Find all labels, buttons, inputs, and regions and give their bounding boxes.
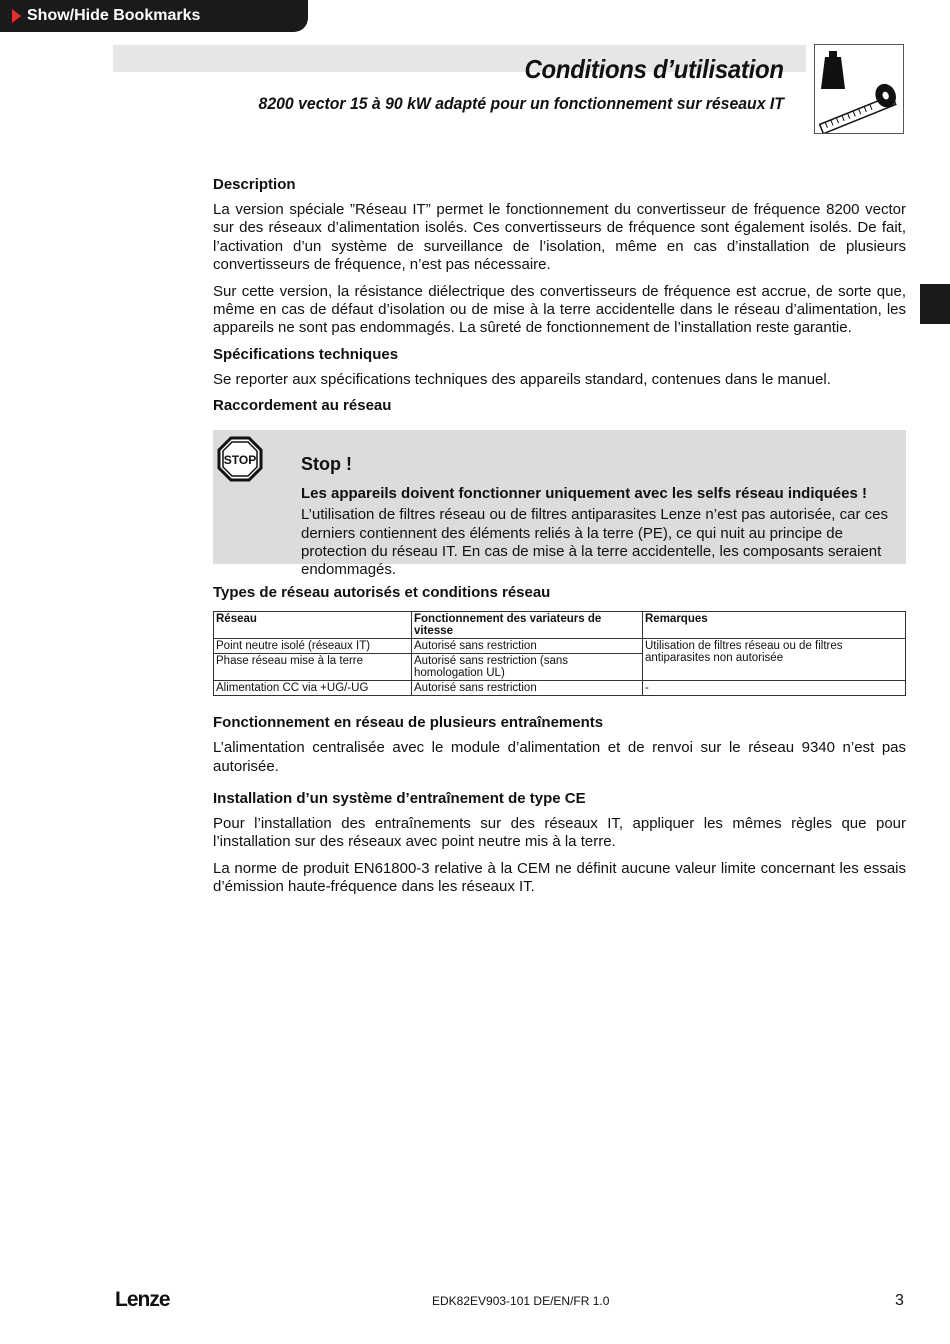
description-paragraph-2: Sur cette version, la résistance diélectrique des convertisseurs de fréquence est accrue, de sorte que, même en cas de défaut d’isolation ou de mise à la terre accidentelle dans le réseau d’alimentation, les appareils ne sont pas endommagés. La sûreté de fonctionnement de l’installation reste garantie. [213, 282, 906, 337]
table-cell: Alimentation CC via +UG/-UG [214, 681, 412, 696]
table-cell: Autorisé sans restriction (sans homologation UL) [412, 654, 643, 681]
chapter-tab-marker [920, 284, 950, 324]
multi-paragraph: L’alimentation centralisée avec le module d’alimentation et de renvoi sur le réseau 9340 n’est pas autorisée. [213, 739, 906, 775]
document-code: EDK82EV903-101 DE/EN/FR 1.0 [432, 1294, 610, 1308]
stop-body-text: L’utilisation de filtres réseau ou de filtres antiparasites Lenze n’est pas autorisée, car ces derniers contiennent des éléments reliés à la terre (PE), ce qui nuit au principe de protection du réseau IT. En cas de mise à la terre accidentelle, les composants seraient endommagés. [301, 506, 888, 579]
stop-sign-text: STOP [223, 453, 257, 468]
section-heading-connection: Raccordement au réseau [213, 397, 392, 415]
table-header-cell: Réseau [214, 612, 412, 639]
table-cell: - [643, 681, 906, 696]
weight-measure-icon [814, 44, 904, 134]
description-paragraph-1: La version spéciale ”Réseau IT” permet le fonctionnement du convertisseur de fréquence 8200 vector sur des réseaux d’alimentation isolés. Ces convertisseurs de fréquence sont également isolés. De fait, l’activation d’un système de surveillance de l’isolation, même en cas d’installation de plusieurs convertisseurs de fréquence, n’est pas nécessaire. [213, 201, 906, 274]
ce-paragraph-2: La norme de produit EN61800-3 relative à la CEM ne définit aucune valeur limite concernant les essais d’émission haute-fréquence dans les réseaux IT. [213, 859, 906, 896]
bookmarks-label: Show/Hide Bookmarks [27, 7, 201, 24]
table-cell: Phase réseau mise à la terre [214, 654, 412, 681]
page-number: 3 [895, 1292, 904, 1309]
page-title: Conditions d’utilisation [524, 54, 784, 84]
lenze-logo: Lenze [115, 1288, 170, 1311]
section-heading-types: Types de réseau autorisés et conditions réseau [213, 584, 551, 602]
ce-paragraph-1: Pour l’installation des entraînements sur des réseaux IT, appliquer les mêmes règles que pour l’installation sur des réseaux avec point neutre mis à la terre. [213, 815, 906, 851]
table-cell-merged-remark: Utilisation de filtres réseau ou de filtres antiparasites non autorisée [643, 639, 906, 681]
stop-title: Stop ! [301, 454, 352, 475]
table-cell: Autorisé sans restriction [412, 681, 643, 696]
network-types-table [213, 611, 906, 696]
section-heading-description: Description [213, 176, 296, 193]
table-cell: Point neutre isolé (réseaux IT) [214, 639, 412, 654]
section-heading-multi: Fonctionnement en réseau de plusieurs entraînements [213, 714, 604, 732]
table-cell: Autorisé sans restriction [412, 639, 643, 654]
table-row [214, 681, 906, 696]
section-heading-ce: Installation d’un système d’entraînement de type CE [213, 790, 586, 808]
show-hide-bookmarks-button[interactable] [0, 0, 308, 32]
table-row [214, 639, 906, 654]
specs-paragraph: Se reporter aux spécifications techniques des appareils standard, contenues dans le manuel. [213, 370, 831, 388]
stop-sign-icon [217, 436, 263, 482]
table-header-cell: Fonctionnement des variateurs de vitesse [412, 612, 643, 639]
page-subtitle: 8200 vector 15 à 90 kW adapté pour un fonctionnement sur réseaux IT [258, 94, 784, 113]
table-header-row [214, 612, 906, 639]
table-header-cell: Remarques [643, 612, 906, 639]
stop-warning-box [213, 430, 906, 579]
stop-bold-text: Les appareils doivent fonctionner uniquement avec les selfs réseau indiquées ! [301, 485, 868, 503]
triangle-right-icon [12, 9, 21, 23]
main-content [213, 176, 906, 905]
section-heading-specs: Spécifications techniques [213, 345, 399, 363]
